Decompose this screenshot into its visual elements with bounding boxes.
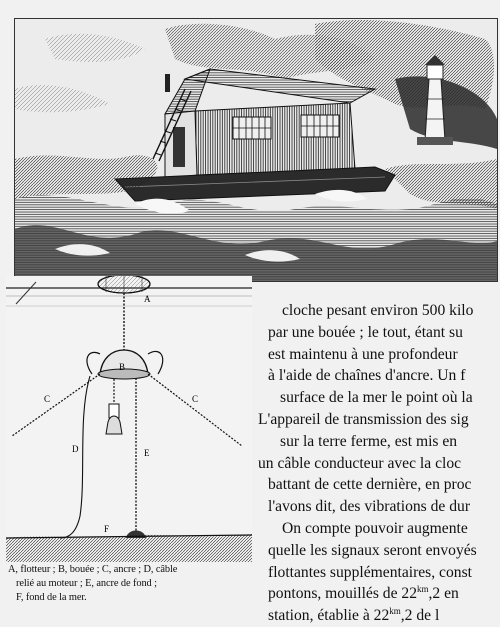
float [98, 276, 150, 293]
caption-line: relié au moteur ; E, ancre de fond ; [16, 578, 157, 589]
body-text-line [258, 605, 500, 627]
label-b: B [119, 362, 126, 372]
line-text: est maintenu à une profondeur [268, 345, 458, 363]
label-e: E [144, 448, 150, 458]
caption-line: F, fond de la mer. [16, 592, 87, 603]
line-text: un câble conducteur avec la cloc [258, 454, 462, 472]
body-text-line [258, 562, 500, 584]
unit-superscript: km [389, 605, 401, 616]
line-text-after: ,2 de l [400, 607, 440, 625]
line-text: à l'aide de chaînes d'ancre. Un f [268, 367, 466, 385]
line-text: quelle les signaux seront envoyés [268, 541, 477, 559]
caption-line: A, flotteur ; B, bouée ; C, ancre ; D, câble [8, 564, 178, 575]
sea-house-illustration [15, 19, 497, 281]
buoy-cross-section [6, 276, 252, 562]
line-text: flottantes supplémentaires, const [268, 563, 472, 581]
body-text-line [258, 496, 500, 518]
label-c-right: C [192, 394, 199, 404]
body-text-line [258, 474, 500, 496]
line-text: l'avons dit, des vibrations de dur [268, 498, 471, 516]
line-text: battant de cette dernière, en proc [268, 476, 472, 494]
label-c-left: C [44, 394, 51, 404]
body-text-line [258, 387, 500, 409]
line-text: par une bouée ; le tout, étant su [268, 323, 463, 341]
line-text: station, établie à 22 [268, 607, 390, 625]
body-text-line [258, 518, 500, 540]
unit-superscript: km [417, 584, 429, 595]
buoy-diagram [6, 276, 252, 562]
line-text: L'appareil de transmission des sig [258, 410, 469, 428]
line-text: sur la terre ferme, est mis en [280, 432, 458, 450]
label-a: A [144, 294, 151, 304]
line-text: cloche pesant environ 500 kilo [282, 302, 474, 319]
body-text-line [258, 300, 500, 322]
body-text-line [258, 583, 500, 605]
body-text-line [258, 431, 500, 453]
body-text-line [258, 365, 500, 387]
line-text: surface de la mer le point où la [280, 389, 473, 407]
line-text-after: ,2 en [428, 585, 459, 603]
sea-floor [6, 534, 252, 562]
figure-caption [8, 563, 248, 605]
body-text-column [258, 300, 500, 627]
sea-house-engraving [14, 18, 498, 282]
label-d: D [72, 444, 79, 454]
label-f: F [104, 524, 110, 534]
body-text-line [258, 344, 500, 366]
line-text: pontons, mouillés de 22 [268, 585, 418, 603]
body-text-line [258, 322, 500, 344]
body-text-line [258, 540, 500, 562]
line-text: On compte pouvoir augmente [282, 519, 468, 537]
body-text-line [258, 453, 500, 475]
body-text-line [258, 409, 500, 431]
